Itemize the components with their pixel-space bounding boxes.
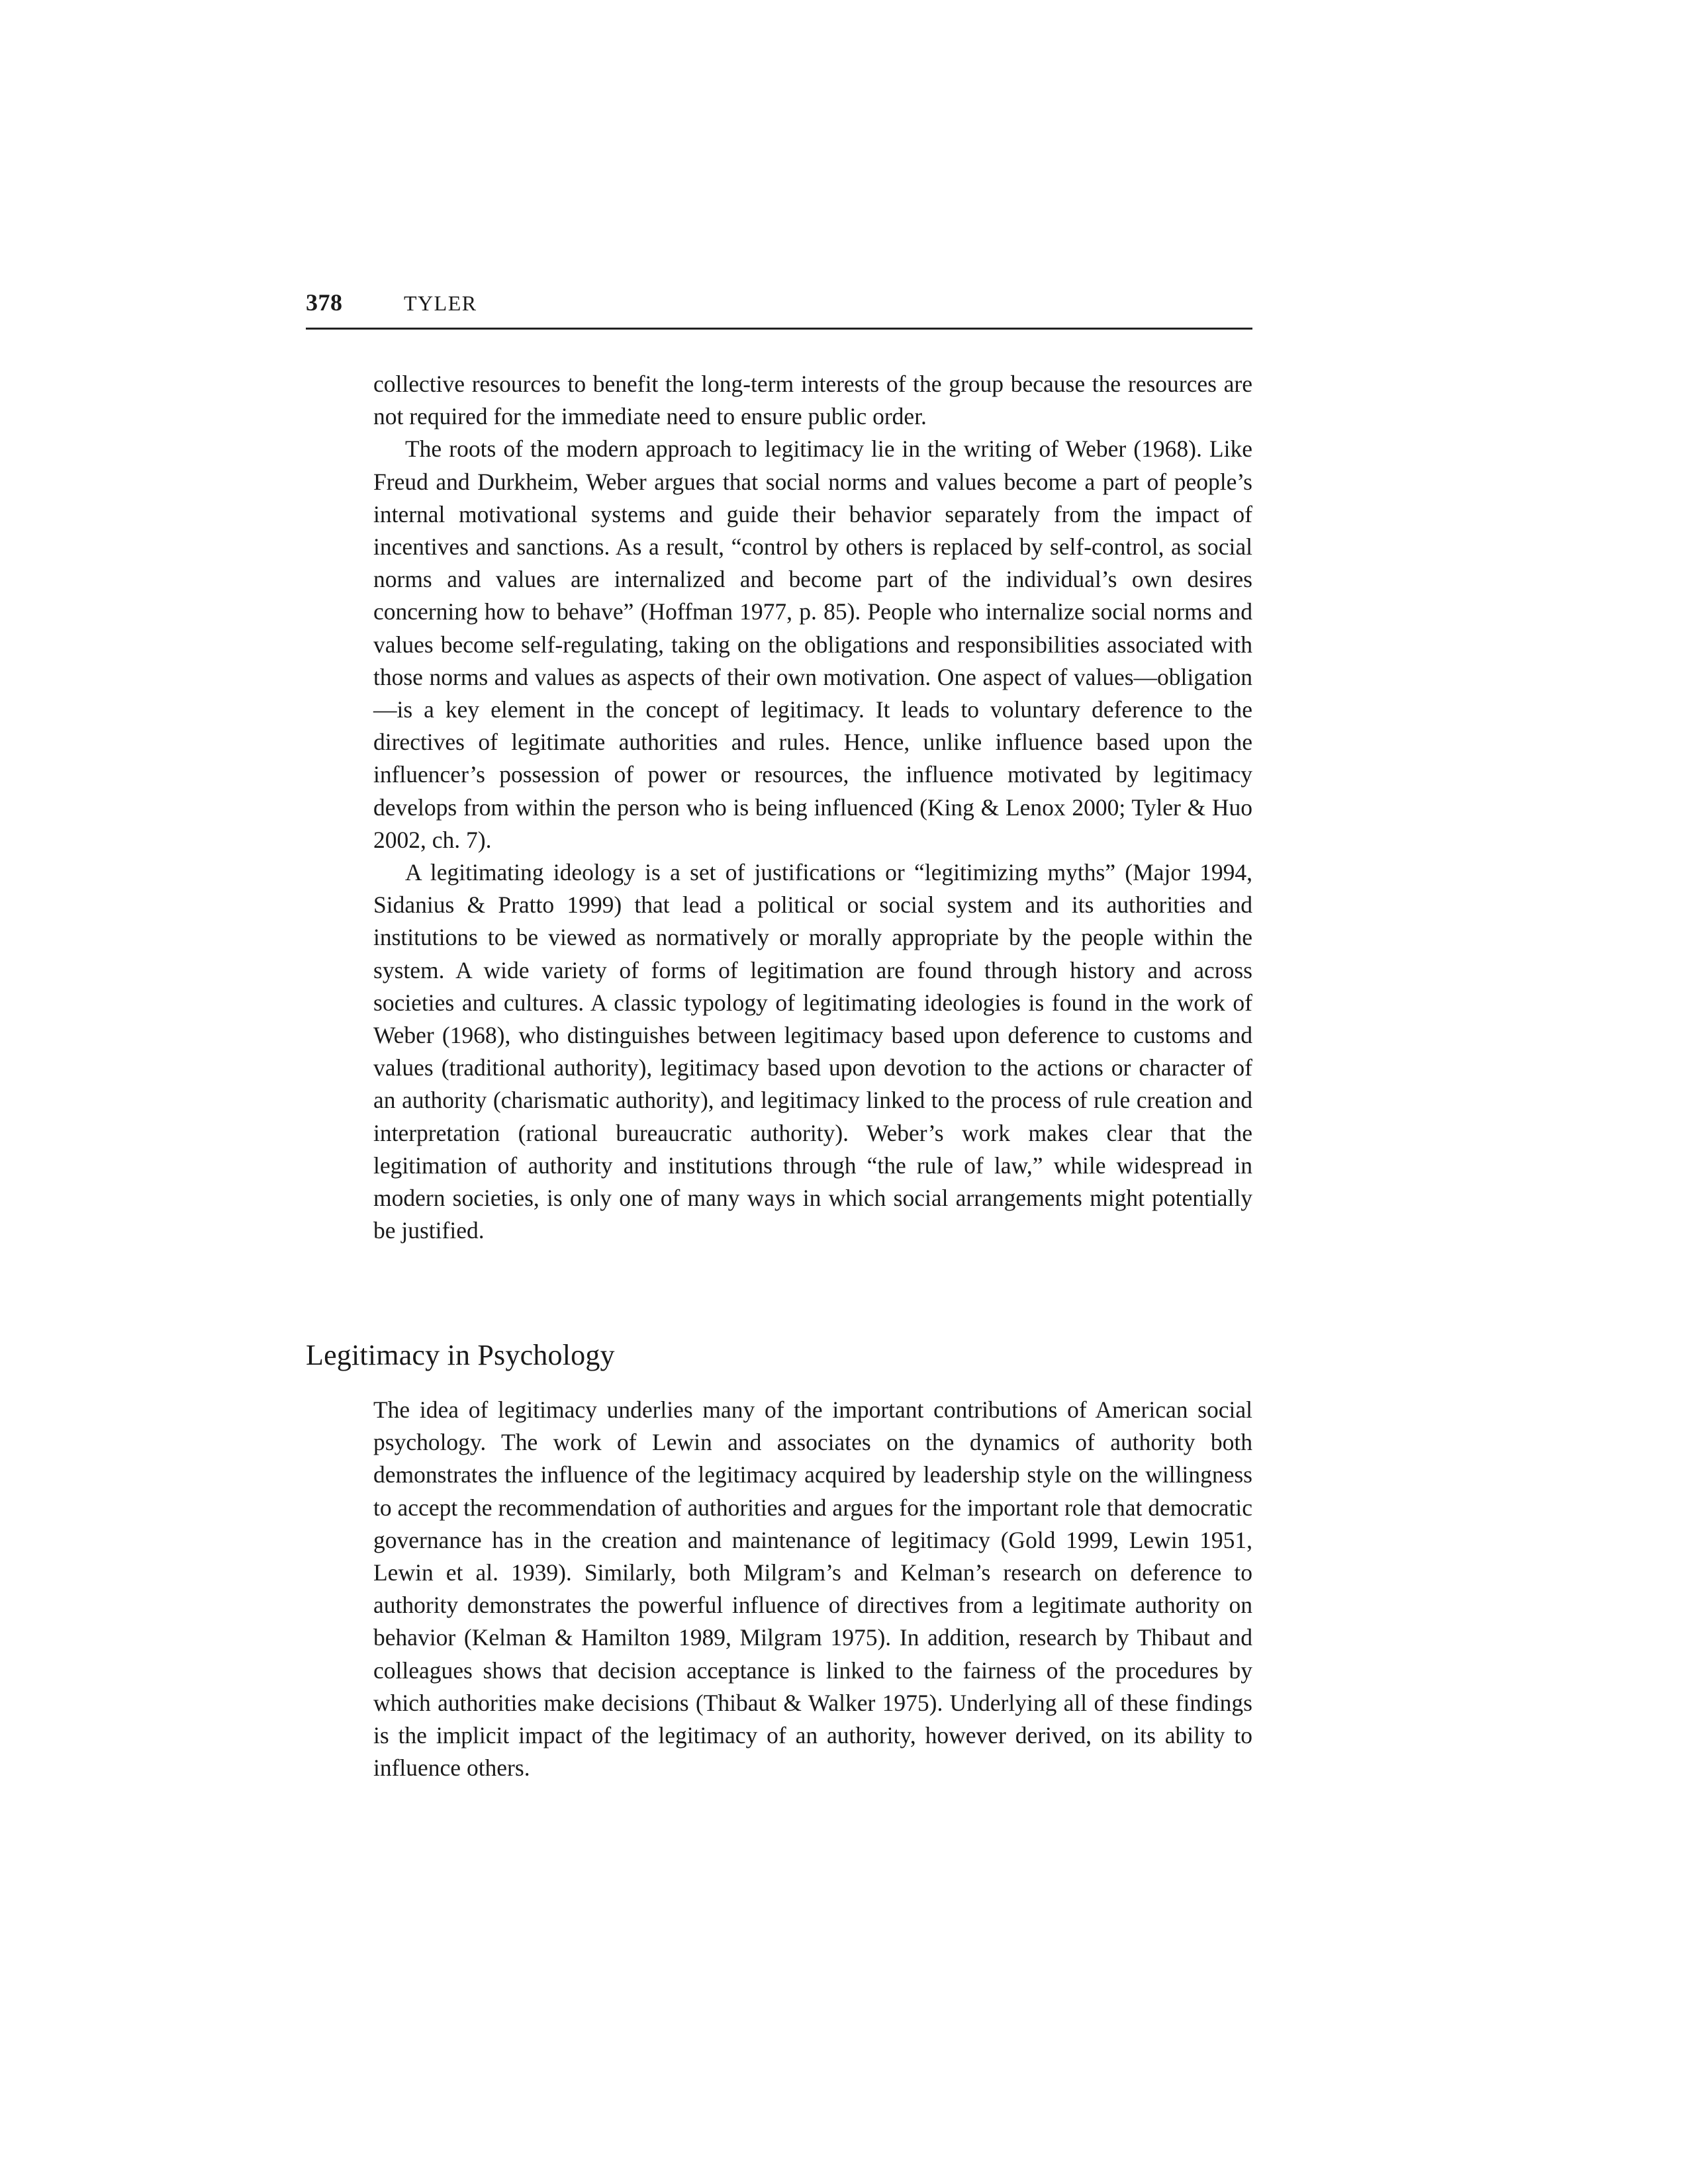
running-head-author: TYLER — [404, 291, 477, 315]
paragraph-weber-roots: The roots of the modern approach to legitimacy lie in the writing of Weber (1968). Like Freud and Durkheim, Weber argues that social norms and values become a part of people’s internal motivational systems and guide their behavior separately from the impact of incentives and sanctions. As a result, “control by others is replaced by self-control, as social norms and values are internalized and become part of the individual’s own desires concerning how to behave” (Hoffman 1977, p. 85). People who internalize social norms and values become self-regulating, taking on the obligations and responsibilities associated with those norms and values as aspects of their own motivation. One aspect of values—obligation—is a key element in the concept of legitimacy. It leads to voluntary deference to the directives of legitimate authorities and rules. Hence, unlike influence based upon the influencer’s possession of power or resources, the influence motivated by legitimacy develops from within the person who is being influenced (King & Lenox 2000; Tyler & Huo 2002, ch. 7). — [373, 435, 1252, 853]
page-number: 378 — [306, 289, 343, 316]
body-text-top — [373, 368, 1252, 1247]
running-head — [306, 283, 1252, 330]
paragraph-legitimating-ideology: A legitimating ideology is a set of justifications or “legitimizing myths” (Major 1994, Sidanius & Pratto 1999) that lead a political or social system and its authorities and institutions to be viewed as normatively or morally appropriate by the people within the system. A wide variety of forms of legitimation are found through history and across societies and cultures. A classic typology of legitimating ideologies is found in the work of Weber (1968), who distinguishes between legitimacy based upon deference to customs and values (traditional authority), legitimacy based upon devotion to the actions or character of an authority (charismatic authority), and legitimacy linked to the process of rule creation and interpretation (rational bureaucratic authority). Weber’s work makes clear that the legitimation of authority and institutions through “the rule of law,” while widespread in modern societies, is only one of many ways in which social arrangements might potentially be justified. — [373, 859, 1252, 1244]
body-text-bottom — [373, 1394, 1252, 1784]
paragraph-legitimacy-psychology: The idea of legitimacy underlies many of the important contributions of American social psychology. The work of Lewin and associates on the dynamics of authority both demonstrates the influence of the legitimacy acquired by leadership style on the willingness to accept the recommendation of authorities and argues for the important role that democratic governance has in the creation and maintenance of legitimacy (Gold 1999, Lewin 1951, Lewin et al. 1939). Similarly, both Milgram’s and Kelman’s research on deference to authority demonstrates the powerful influence of directives from a legitimate authority on behavior (Kelman & Hamilton 1989, Milgram 1975). In addition, research by Thibaut and colleagues shows that decision acceptance is linked to the fairness of the procedures by which authorities make decisions (Thibaut & Walker 1975). Underlying all of these findings is the implicit impact of the legitimacy of an authority, however derived, on its ability to influence others. — [373, 1396, 1252, 1782]
section-heading: Legitimacy in Psychology — [306, 1339, 615, 1371]
paragraph-continued: collective resources to benefit the long-term interests of the group because the resources are not required for the immediate need to ensure public order. — [373, 371, 1252, 430]
